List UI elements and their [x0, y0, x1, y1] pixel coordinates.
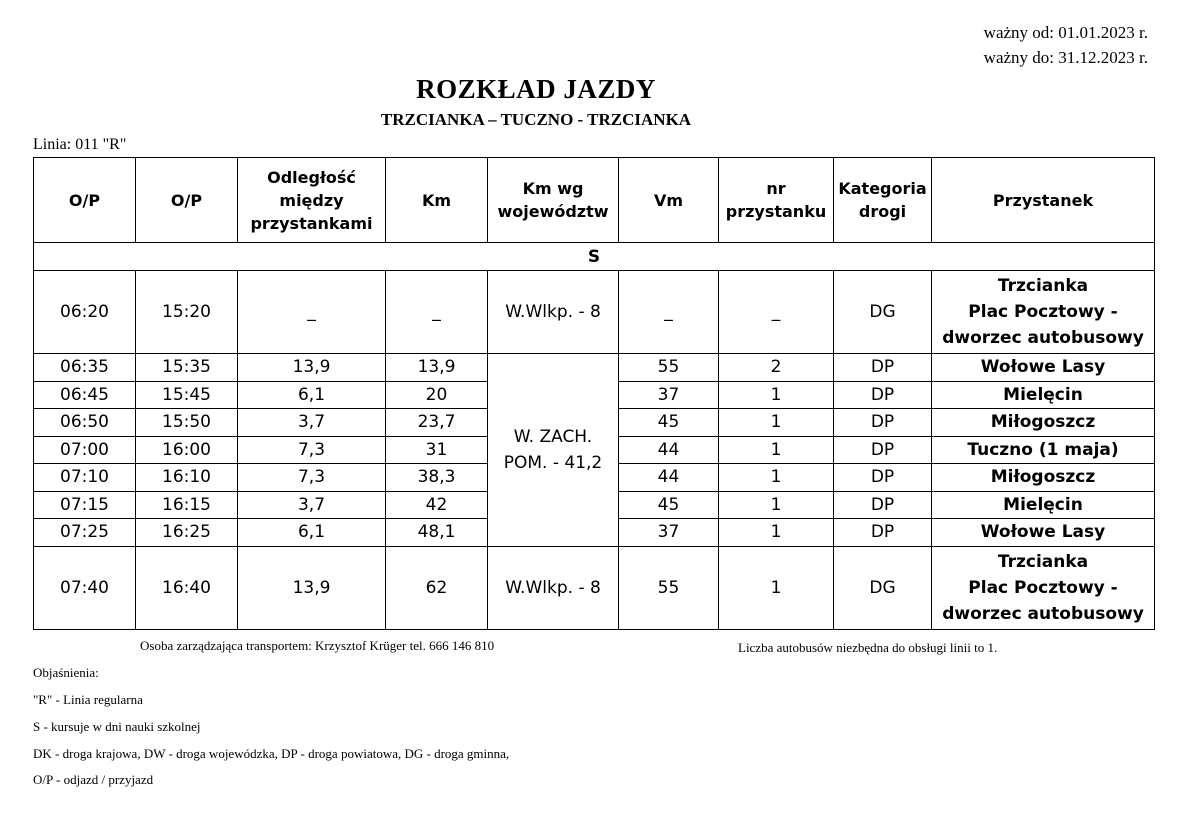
valid-to: ważny do: 31.12.2023 r. — [983, 48, 1148, 67]
cell-road-category: DP — [834, 436, 932, 464]
table-row — [34, 546, 1155, 629]
section-label: S — [34, 243, 1155, 271]
note-regular-line: "R" - Linia regularna — [33, 692, 143, 707]
cell-vm: 45 — [619, 491, 719, 519]
timetable — [33, 157, 1155, 630]
cell-km: _ — [386, 271, 488, 354]
cell-km-voivodeship: W.Wlkp. - 8 — [488, 546, 619, 629]
transport-manager: Osoba zarządzająca transportem: Krzysztof Krüger tel. 666 146 810 — [140, 638, 495, 653]
cell-op2: 15:20 — [136, 271, 238, 354]
cell-km: 20 — [386, 381, 488, 409]
route-subtitle: TRZCIANKA – TUCZNO - TRZCIANKA — [380, 110, 692, 129]
cell-distance: 3,7 — [238, 409, 386, 437]
cell-stop-number: 1 — [719, 381, 834, 409]
cell-stop-name — [932, 546, 1155, 629]
cell-road-category: DG — [834, 546, 932, 629]
cell-stop-name: Wołowe Lasy — [932, 354, 1155, 382]
cell-op1: 07:40 — [34, 546, 136, 629]
cell-road-category: DP — [834, 519, 932, 547]
cell-km: 13,9 — [386, 354, 488, 382]
cell-stop-number: 1 — [719, 519, 834, 547]
cell-op1: 06:50 — [34, 409, 136, 437]
header-distance-line1: Odległość — [267, 167, 356, 187]
cell-vm: 37 — [619, 519, 719, 547]
header-distance-line2: między — [279, 190, 344, 210]
cell-vm: 44 — [619, 464, 719, 492]
cell-vm: 45 — [619, 409, 719, 437]
cell-op1: 07:10 — [34, 464, 136, 492]
cell-vm: _ — [619, 271, 719, 354]
cell-km: 23,7 — [386, 409, 488, 437]
header-op-1: O/P — [34, 158, 136, 243]
cell-km-voivodeship-merged — [488, 354, 619, 547]
header-op-2: O/P — [136, 158, 238, 243]
stop-name-line3: dworzec autobusowy — [942, 603, 1144, 624]
cell-road-category: DP — [834, 409, 932, 437]
cell-stop-name: Mielęcin — [932, 381, 1155, 409]
cell-stop-name: Miłogoszcz — [932, 464, 1155, 492]
cell-vm: 44 — [619, 436, 719, 464]
cell-road-category: DG — [834, 271, 932, 354]
note-school-days: S - kursuje w dni nauki szkolnej — [33, 719, 201, 734]
header-km: Km — [386, 158, 488, 243]
cell-vm: 37 — [619, 381, 719, 409]
table-row — [34, 354, 1155, 382]
cell-distance: 7,3 — [238, 436, 386, 464]
cell-stop-name: Wołowe Lasy — [932, 519, 1155, 547]
bus-count-note: Liczba autobusów niezbędna do obsługi linii to 1. — [738, 640, 998, 655]
cell-op2: 15:45 — [136, 381, 238, 409]
cell-stop-number: _ — [719, 271, 834, 354]
cell-stop-name — [932, 271, 1155, 354]
cell-distance: _ — [238, 271, 386, 354]
cell-distance: 3,7 — [238, 491, 386, 519]
line-label: Linia: 011 "R" — [33, 136, 127, 153]
cell-vm: 55 — [619, 546, 719, 629]
cell-op1: 06:45 — [34, 381, 136, 409]
cell-stop-number: 2 — [719, 354, 834, 382]
header-distance — [238, 158, 386, 243]
stop-name-line2: Plac Pocztowy - — [968, 302, 1118, 322]
cell-stop-number: 1 — [719, 546, 834, 629]
region-line2: POM. - 41,2 — [503, 452, 603, 473]
cell-road-category: DP — [834, 464, 932, 492]
stop-name-line3: dworzec autobusowy — [942, 328, 1144, 348]
header-vm: Vm — [619, 158, 719, 243]
cell-stop-name: Mielęcin — [932, 491, 1155, 519]
note-departure-arrival: O/P - odjazd / przyjazd — [33, 772, 154, 787]
cell-distance: 7,3 — [238, 464, 386, 492]
stop-name-line1: Trzcianka — [997, 276, 1089, 296]
cell-op2: 15:50 — [136, 409, 238, 437]
cell-km: 42 — [386, 491, 488, 519]
cell-km: 62 — [386, 546, 488, 629]
cell-distance: 6,1 — [238, 519, 386, 547]
section-row — [34, 243, 1155, 271]
stop-name-line2: Plac Pocztowy - — [968, 577, 1118, 598]
cell-road-category: DP — [834, 491, 932, 519]
cell-stop-name: Miłogoszcz — [932, 409, 1155, 437]
cell-km: 31 — [386, 436, 488, 464]
cell-op2: 15:35 — [136, 354, 238, 382]
cell-road-category: DP — [834, 354, 932, 382]
header-distance-line3: przystankami — [250, 213, 373, 233]
table-row — [34, 271, 1155, 354]
header-road-category — [834, 158, 932, 243]
cell-stop-number: 1 — [719, 436, 834, 464]
cell-op1: 07:15 — [34, 491, 136, 519]
cell-km-voivodeship: W.Wlkp. - 8 — [488, 271, 619, 354]
header-kat-line2: drogi — [858, 202, 907, 221]
header-kmw-line1: Km wg — [522, 179, 584, 198]
notes-heading: Objaśnienia: — [33, 665, 99, 680]
header-kmw-line2: województw — [497, 202, 609, 221]
cell-op1: 07:25 — [34, 519, 136, 547]
cell-op1: 06:35 — [34, 354, 136, 382]
stop-name-line1: Trzcianka — [997, 551, 1089, 572]
cell-op2: 16:25 — [136, 519, 238, 547]
cell-vm: 55 — [619, 354, 719, 382]
cell-stop-number: 1 — [719, 491, 834, 519]
cell-stop-number: 1 — [719, 464, 834, 492]
cell-distance: 13,9 — [238, 546, 386, 629]
header-nr-line1: nr — [766, 179, 786, 198]
header-stop: Przystanek — [932, 158, 1155, 243]
validity-dates — [984, 20, 1148, 70]
cell-stop-name: Tuczno (1 maja) — [932, 436, 1155, 464]
cell-op2: 16:40 — [136, 546, 238, 629]
table-header — [34, 158, 1155, 243]
cell-road-category: DP — [834, 381, 932, 409]
header-stop-number — [719, 158, 834, 243]
cell-stop-number: 1 — [719, 409, 834, 437]
cell-distance: 13,9 — [238, 354, 386, 382]
page-title: ROZKŁAD JAZDY — [416, 74, 656, 104]
cell-op2: 16:10 — [136, 464, 238, 492]
header-nr-line2: przystanku — [725, 202, 827, 221]
region-line1: W. ZACH. — [513, 426, 593, 447]
note-road-types: DK - droga krajowa, DW - droga wojewódzka, DP - droga powiatowa, DG - droga gminna, — [33, 746, 510, 761]
cell-op1: 06:20 — [34, 271, 136, 354]
cell-km: 48,1 — [386, 519, 488, 547]
cell-op2: 16:00 — [136, 436, 238, 464]
cell-km: 38,3 — [386, 464, 488, 492]
header-km-voivodeship — [488, 158, 619, 243]
header-kat-line1: Kategoria — [838, 179, 927, 198]
cell-distance: 6,1 — [238, 381, 386, 409]
cell-op1: 07:00 — [34, 436, 136, 464]
cell-op2: 16:15 — [136, 491, 238, 519]
valid-from: ważny od: 01.01.2023 r. — [983, 23, 1148, 42]
